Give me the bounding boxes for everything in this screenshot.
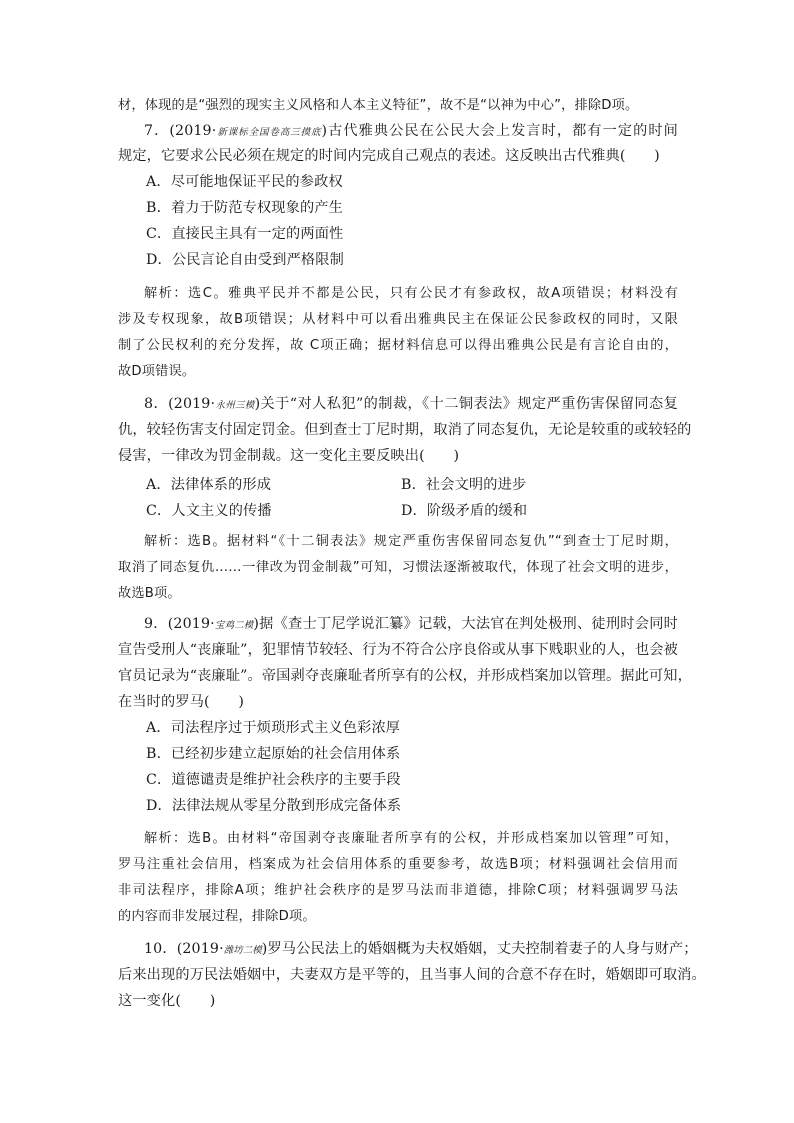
- question-text: )据《查士丁尼学说汇纂》记载，大法官在判处极刑、徒刑时会同时: [253, 616, 678, 632]
- question-stem-line: 官员记录为“丧廉耻”。帝国剥夺丧廉耻者所享有的公权，并形成档案加以管理。据此可知，: [118, 668, 692, 684]
- question-line: [144, 614, 678, 636]
- analysis-line: 解析：选C。雅典平民并不都是公民，只有公民才有参政权，故A项错误；材料没有: [144, 286, 678, 301]
- question-number: 9．(2019·: [144, 616, 215, 632]
- question-source: 潍坊二模: [223, 945, 262, 956]
- question-stem-line: 侵害，一律改为罚金制裁。这一变化主要反映出( ): [118, 448, 460, 464]
- analysis-line: 取消了同态复仇……一律改为罚金制裁”可知，习惯法逐渐被取代，体现了社会文明的进步，: [118, 560, 678, 575]
- analysis-line: 涉及专权现象，故B项错误；从材料中可以看出雅典民主在保证公民参政权的同时，又限: [118, 312, 678, 327]
- answer-option: C．人文主义的传播: [146, 503, 272, 519]
- answer-option: D．法律法规从零星分散到形成完备体系: [146, 798, 402, 814]
- answer-option: B．社会文明的进步: [401, 477, 527, 493]
- question-line: [144, 121, 678, 143]
- question-text: )古代雅典公民在公民大会上发言时，都有一定的时间: [321, 123, 678, 139]
- analysis-line: 故选B项。: [118, 586, 181, 601]
- answer-option: A．尽可能地保证平民的参政权: [146, 174, 343, 190]
- question-stem-line: 后来出现的万民法婚姻中，夫妻双方是平等的，且当事人间的合意不存在时，婚姻即可取消。: [118, 967, 706, 983]
- question-text: )罗马公民法上的婚姻概为夫权婚姻，丈夫控制着妻子的人身与财产；: [261, 941, 698, 957]
- question-text: )关于“对人私犯”的制裁，《十二铜表法》规定严重伤害保留同态复: [254, 396, 678, 412]
- answer-option-row: [146, 475, 706, 495]
- answer-option: C．道德谴责是维护社会秩序的主要手段: [146, 772, 401, 788]
- answer-option: B．着力于防范专权现象的产生: [146, 200, 343, 216]
- analysis-line: 罗马注重社会信用，档案成为社会信用体系的重要参考，故选B项；材料强调社会信用而: [118, 857, 678, 872]
- question-source: 新课标全国卷高三摸底: [216, 127, 322, 138]
- question-line: [144, 394, 678, 416]
- analysis-line: 材，体现的是“强烈的现实主义风格和人本主义特征”，故不是“以神为中心”，排除D项。: [118, 98, 639, 113]
- answer-option: D．公民言论自由受到严格限制: [146, 252, 344, 268]
- answer-option-row: [146, 501, 706, 521]
- analysis-line: 制了公民权利的充分发挥，故 C项正确；据材料信息可以得出雅典公民是有言论自由的，: [118, 338, 678, 353]
- question-stem-line: 这一变化( ): [118, 993, 216, 1009]
- analysis-line: 非司法程序，排除A项；维护社会秩序的是罗马法而非道德，排除C项；材料强调罗马法: [118, 883, 678, 898]
- analysis-line: 解析：选B。据材料“《十二铜表法》规定严重伤害保留同态复仇”“到查士丁尼时期，: [144, 534, 678, 549]
- question-source: 宝鸡二模: [214, 620, 254, 631]
- question-stem-line: 仇，较轻伤害支付固定罚金。但到查士丁尼时期，取消了同态复仇，无论是较重的或较轻的: [118, 422, 692, 438]
- question-stem-line: 宣告受刑人“丧廉耻”，犯罪情节较轻、行为不符合公序良俗或从事下贱职业的人，也会被: [118, 642, 678, 658]
- question-source: 永州三模: [215, 400, 255, 411]
- analysis-line: 的内容而非发展过程，排除D项。: [118, 909, 316, 924]
- analysis-line: 解析：选B。由材料“帝国剥夺丧廉耻者所享有的公权，并形成档案加以管理”可知，: [144, 831, 678, 846]
- question-number: 8．(2019·: [144, 396, 216, 412]
- question-line: [144, 939, 698, 961]
- answer-option: B．已经初步建立起原始的社会信用体系: [146, 746, 401, 762]
- question-stem-line: 在当时的罗马( ): [118, 694, 245, 710]
- question-number: 7．(2019·: [144, 123, 217, 139]
- answer-option: C．直接民主具有一定的两面性: [146, 226, 344, 242]
- answer-option: D．阶级矛盾的缓和: [401, 503, 528, 519]
- answer-option: A．法律体系的形成: [146, 477, 272, 493]
- analysis-line: 故D项错误。: [118, 364, 196, 379]
- answer-option: A．司法程序过于烦琐形式主义色彩浓厚: [146, 720, 401, 736]
- question-stem-line: 规定，它要求公民必须在规定的时间内完成自己观点的表述。这反映出古代雅典( ): [118, 148, 660, 164]
- question-number: 10．(2019·: [144, 941, 224, 957]
